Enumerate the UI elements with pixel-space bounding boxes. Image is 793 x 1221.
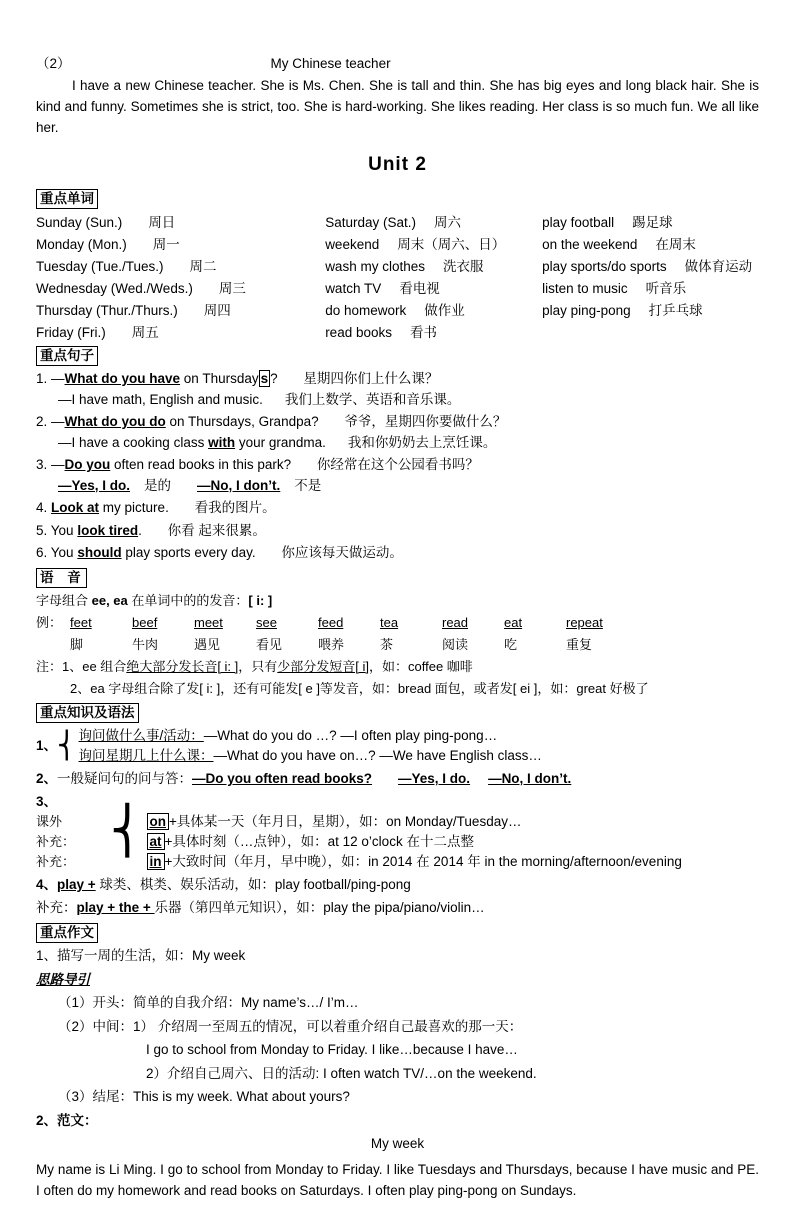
sentence-rest: . [138, 522, 142, 538]
rule-1b-label: 询问星期几上什么课： [78, 748, 214, 763]
answer-en: —I have math, English and music. [58, 391, 263, 407]
rule-number: 4、 [36, 877, 58, 892]
rule-2-question: —Do you often read books? [192, 771, 373, 786]
sentence-mid: on Thursdays, Grandpa? [165, 414, 319, 429]
rule-4-text: 球类、棋类、娱乐活动，如：play football/ping-pong [95, 877, 411, 892]
example-word-cn: 牛肉 [132, 636, 159, 652]
example-word: beef [132, 614, 158, 630]
prep-at: at [149, 834, 162, 849]
word-en: play football [542, 214, 615, 230]
word-en: on the weekend [542, 236, 638, 252]
example-word: feed [318, 614, 344, 630]
writing-guide-2a: （2）中间：1） 介绍周一至周五的情况，可以着重介绍自己最喜欢的那一天： [58, 1018, 523, 1034]
writing-guide-3: （3）结尾：This is my week. What about yours? [58, 1089, 350, 1104]
section-label-sentences: 重点句子 [36, 346, 98, 366]
word-en: play ping-pong [542, 302, 631, 318]
rule-3-line-3-text: +大致时间（年月，早中晚），如：in 2014 在 2014 年 in the morning/afternoon/evening [164, 854, 682, 869]
phonetics-intro-post: 在单词中的的发音： [127, 592, 249, 608]
example-word-cn: 重复 [566, 636, 593, 652]
word-en: Saturday (Sat.) [325, 214, 416, 230]
example-word: see [256, 614, 277, 630]
list-item [36, 454, 759, 497]
rule-2-yes: —Yes, I do. [398, 771, 471, 786]
word-en: Thursday (Thur./Thurs.) [36, 302, 178, 318]
rule-1b-text: —What do you have on…? —We have English class… [213, 748, 542, 763]
example-word: read [442, 614, 469, 630]
rule-2-text: 一般疑问句的问与答： [57, 771, 193, 786]
answer-no-cn: 不是 [294, 477, 322, 493]
sentence-key: Look at [51, 500, 100, 515]
word-cn: 做作业 [424, 302, 465, 318]
phonetics-examples [36, 612, 759, 634]
words-table [36, 211, 759, 343]
sentence-rest: my picture. [99, 500, 169, 515]
grammar-rule-4 [36, 874, 759, 897]
grammar-rule-3 [36, 791, 759, 874]
phonetics-symbol: [ i: ] [248, 592, 273, 608]
writing-rule-2: 2、范文： [36, 1112, 98, 1128]
prep-in: in [149, 854, 162, 869]
word-cn: 洗衣服 [442, 258, 484, 274]
rule-3-line-2-text: +具体时刻（…点钟），如：at 12 o’clock 在十二点整 [164, 834, 474, 849]
word-cn: 周末（周六、日） [397, 236, 506, 252]
grammar-body [36, 725, 759, 920]
word-cn: 在周末 [655, 236, 696, 252]
word-en: read books [325, 324, 392, 340]
sentence-translation: 你看 起来很累。 [167, 522, 266, 538]
rule-3-line-1-text: +具体某一天（年月日，星期），如：on Monday/Tuesday… [169, 814, 522, 829]
section-label-words: 重点单词 [36, 189, 98, 209]
brace-icon: ⎨ [57, 731, 77, 760]
word-en: do homework [325, 302, 407, 318]
example-word-cn: 喂养 [318, 636, 345, 652]
word-en: Tuesday (Tue./Tues.) [36, 258, 164, 274]
table-row [36, 233, 759, 255]
example-word-cn: 阅读 [442, 636, 469, 652]
writing-guide-1: （1）开头：简单的自我介绍：My name’s…/ I’m… [58, 995, 359, 1010]
phonetics-note-1: 注：1、ee 组合绝大部分发长音[ i: ]，只有少部分发短音[ i]，如：coffee 咖啡 [36, 658, 473, 674]
intro-heading [36, 52, 759, 72]
dash: — [51, 371, 65, 386]
sentence-pre: You [50, 545, 78, 560]
table-row [36, 299, 759, 321]
intro-title: My Chinese teacher [270, 56, 391, 71]
rule-number: 2、 [36, 771, 58, 786]
sentence-boxed-s: s [260, 371, 269, 386]
sentence-key: Do you [64, 457, 111, 472]
example-word: feet [70, 614, 92, 630]
sentence-number: 1. [36, 371, 48, 386]
phonetics-note-2: 2、ea 字母组合除了发[ i: ]，还有可能发[ e ]等发音，如：bread 面包，或者发[ ei ]，如：great 好极了 [70, 680, 649, 696]
sentence-number: 2. [36, 414, 48, 429]
dash: — [51, 414, 65, 429]
sentence-number: 6. [36, 545, 48, 560]
writing-guide-2c: 2）介绍自己周六、日的活动: I often watch TV/…on the weekend. [146, 1065, 537, 1081]
example-word-cn: 吃 [504, 636, 518, 652]
word-en: Sunday (Sun.) [36, 214, 123, 230]
answer-no: —No, I don’t. [197, 477, 281, 493]
word-en: wash my clothes [325, 258, 425, 274]
rule-number: 3、 [36, 794, 58, 809]
list-item [36, 497, 759, 520]
dash: — [51, 457, 65, 472]
rule-3-tag-1: 课外 [36, 814, 63, 829]
rule-3-tag-2: 补充： [36, 834, 76, 849]
list-item [36, 368, 759, 411]
sentence-translation: 你应该每天做运动。 [281, 545, 403, 560]
example-word: repeat [566, 614, 603, 630]
word-cn: 周一 [152, 236, 180, 252]
phonetics-combo: ee, ea [91, 592, 128, 608]
word-en: Wednesday (Wed./Weds.) [36, 280, 193, 296]
phonetics-body [36, 590, 759, 700]
rule-5-tag: 补充： [36, 900, 77, 915]
phonetics-intro-pre: 字母组合 [36, 592, 92, 608]
word-cn: 周二 [189, 258, 217, 274]
answer-cn: 我和你奶奶去上烹饪课。 [347, 434, 497, 450]
sentence-list [36, 368, 759, 565]
sentence-number: 5. [36, 522, 48, 538]
rule-2-no: —No, I don’t. [488, 771, 572, 786]
table-row [36, 255, 759, 277]
grammar-rule-2 [36, 768, 759, 791]
list-item [36, 520, 759, 543]
writing-rule-1: 1、描写一周的生活，如：My week [36, 948, 246, 963]
rule-3-line-1 [147, 812, 760, 832]
rule-3-tag-3: 补充： [36, 854, 76, 869]
sentence-answer [36, 476, 759, 497]
intro-number: （2） [36, 56, 71, 71]
phonetics-examples-cn [36, 634, 759, 656]
prep-on: on [149, 814, 166, 829]
table-row [36, 321, 759, 343]
sentence-key: What do you do [64, 414, 166, 429]
answer-cn: 我们上数学、英语和音乐课。 [284, 391, 461, 407]
answer-yes-cn: 是的 [144, 477, 172, 493]
table-row [36, 277, 759, 299]
word-cn: 周日 [148, 214, 176, 230]
word-cn: 周三 [218, 280, 246, 296]
word-cn: 做体育运动 [684, 258, 753, 274]
rule-number: 1、 [36, 738, 58, 753]
intro-body: I have a new Chinese teacher. She is Ms. Chen. She is tall and thin. She has big eyes and long black hair. She is kind and funny. Sometimes she is strict, too. She is hard-working. She likes reading. Her class is so much fun. We all like her. [36, 78, 759, 135]
phonetics-intro [36, 590, 759, 612]
example-word-cn: 茶 [380, 636, 394, 652]
sentence-translation: 你经常在这个公园看书吗？ [316, 457, 479, 472]
sentence-number: 4. [36, 500, 48, 515]
word-cn: 打乒乓球 [648, 302, 703, 318]
grammar-rule-5 [36, 897, 759, 920]
word-en: play sports/do sports [542, 258, 667, 274]
table-row [36, 211, 759, 233]
rule-3-line-2 [147, 832, 760, 852]
rule-5-key: play + the + [76, 900, 155, 915]
word-en: watch TV [325, 280, 382, 296]
word-en: listen to music [542, 280, 628, 296]
rule-3-line-3 [147, 852, 760, 872]
example-word: tea [380, 614, 399, 630]
rule-1a-text: —What do you do …? —I often play ping-pong… [203, 728, 498, 743]
rule-1a-label: 询问做什么事/活动： [78, 728, 204, 743]
sentence-translation: 星期四你们上什么课？ [303, 371, 439, 386]
sentence-key: What do you have [64, 371, 181, 386]
word-cn: 周六 [433, 214, 461, 230]
grammar-rule-1 [36, 725, 759, 768]
sentence-mid: often read books in this park? [110, 457, 292, 472]
word-cn: 踢足球 [632, 214, 673, 230]
sample-body: My name is Li Ming. I go to school from Monday to Friday. I like Tuesdays and Thursdays, because I have music and PE. I often do my homework and read books on Saturdays. I often play ping-pong on Sundays. [36, 1162, 759, 1198]
sentence-end: ? [270, 371, 278, 386]
sentence-mid: on Thursday [180, 371, 259, 386]
example-word-cn: 脚 [70, 636, 84, 652]
example-word-cn: 遇见 [194, 636, 221, 652]
list-item [36, 542, 759, 565]
answer-yes: —Yes, I do. [58, 477, 131, 493]
sentence-answer [36, 390, 759, 411]
section-label-grammar: 重点知识及语法 [36, 703, 139, 723]
writing-guide-title: 思路导引 [36, 971, 90, 987]
example-word: meet [194, 614, 223, 630]
word-cn: 周四 [203, 302, 231, 318]
sample-title: My week [370, 1136, 425, 1151]
word-cn: 看电视 [399, 280, 440, 296]
word-cn: 周五 [131, 324, 159, 340]
sentence-pre: You [50, 522, 78, 538]
word-en: Monday (Mon.) [36, 236, 127, 252]
sentence-translation: 看我的图片。 [194, 500, 276, 515]
example-label: 例： [36, 614, 63, 630]
writing-body [36, 945, 759, 1202]
brace-icon: ⎨ [110, 805, 145, 856]
section-label-writing: 重点作文 [36, 923, 98, 943]
intro-paragraph [36, 75, 759, 138]
writing-guide-2b: I go to school from Monday to Friday. I like…because I have… [146, 1042, 518, 1057]
sentence-answer: —I have a cooking class with your grandma. 我和你奶奶去上烹饪课。 [58, 434, 497, 450]
sentence-number: 3. [36, 457, 48, 472]
rule-5-text: 乐器（第四单元知识），如：play the pipa/piano/violin… [154, 900, 485, 915]
word-en: Friday (Fri.) [36, 324, 106, 340]
rule-4-key: play + [57, 877, 96, 892]
example-word-cn: 看见 [256, 636, 283, 652]
list-item [36, 411, 759, 454]
sentence-key: look tired [77, 522, 139, 538]
sentence-rest: play sports every day. [121, 545, 256, 560]
unit-title: Unit 2 [368, 154, 427, 175]
word-cn: 听音乐 [645, 280, 687, 296]
example-word: eat [504, 614, 523, 630]
sentence-translation: 爷爷，星期四你要做什么？ [344, 414, 507, 429]
section-label-phonetics: 语 音 [36, 568, 87, 588]
word-en: weekend [325, 236, 380, 252]
word-cn: 看书 [409, 324, 437, 340]
sentence-key: should [77, 545, 122, 560]
